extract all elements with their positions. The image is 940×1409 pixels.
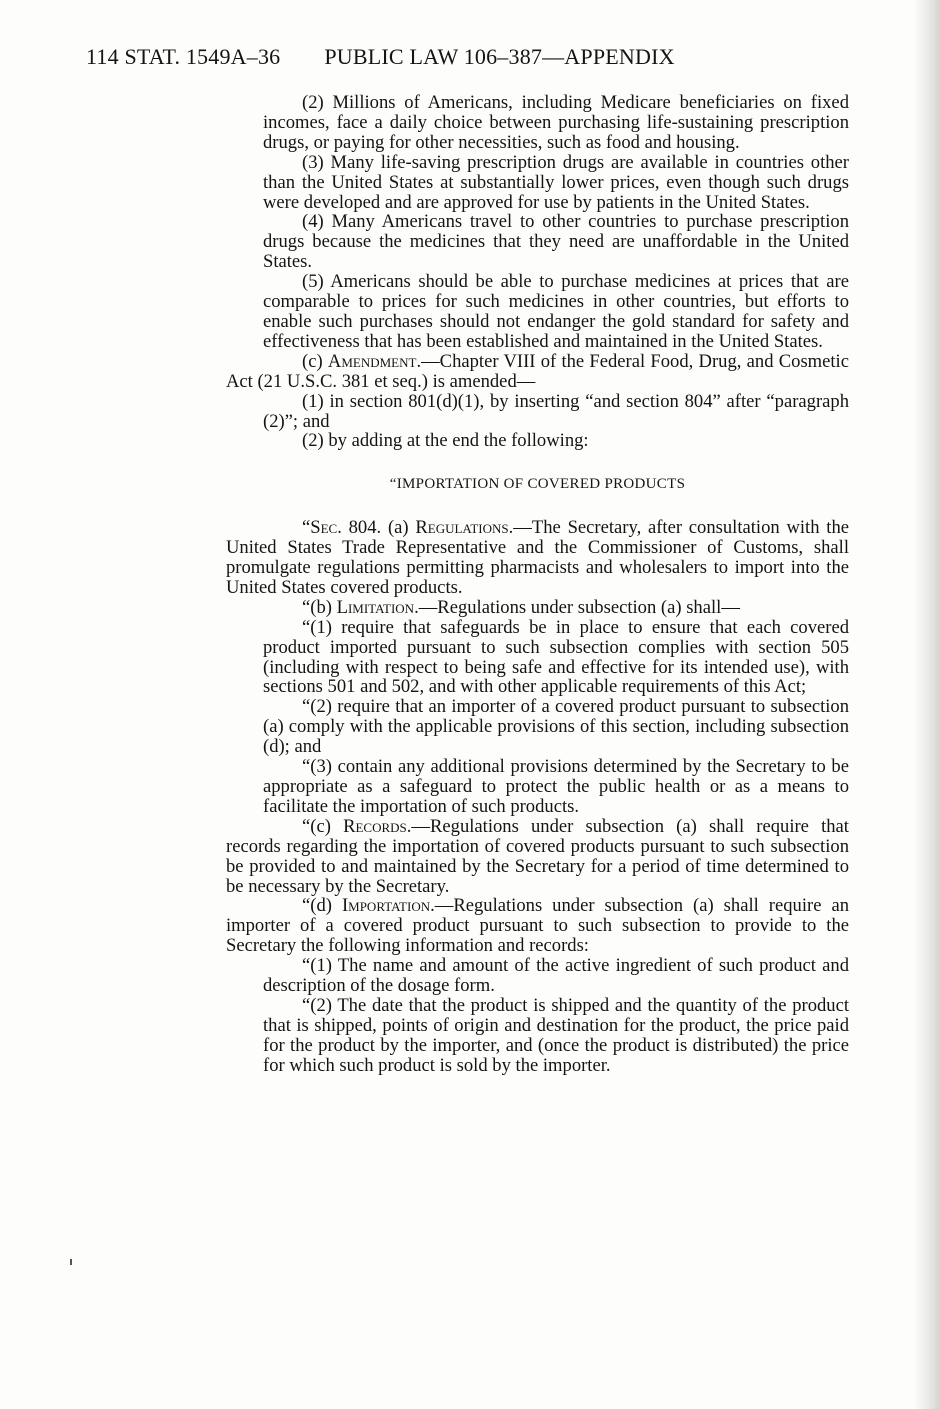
subsection-c: “(c) Records.—Regulations under subsection (a) shall require that records regarding the importation of covered products pursuant to such subsection be provided to and maintained by the Secretary for a period of time determined to be necessary by the Secretary. <box>226 815 849 897</box>
amendment-item: (2) by adding at the end the following: <box>302 430 589 452</box>
subsection-c-heading: Records <box>343 815 407 837</box>
scan-edge-shadow <box>914 0 940 1409</box>
subsection-d-item: “(2) The date that the product is shipped and the quantity of the product that is shipped, points of origin and destination for the product, the price paid for the product by the importer, and (once the product is distributed) the price for which such product is sold by the importer. <box>263 994 849 1076</box>
subsection-a: “Sec. 804. (a) Regulations.—The Secretary, after consultation with the United States Trade Representative and the Commissioner of Customs, shall promulgate regulations permitting pharmacists and wholesalers to import into the United States covered products. <box>226 517 850 598</box>
finding-paragraph: (3) Many life-saving prescription drugs are available in countries other than the United States at substantially lower prices, even though such drugs were developed and are approved for use by patients in the United States. <box>263 151 849 213</box>
stat-page-number: 114 STAT. 1549A–36 <box>86 44 281 69</box>
subsection-b-item: “(2) require that an importer of a covered product pursuant to subsection (a) comply with the applicable provisions of this section, including subsection (d); and <box>263 696 849 758</box>
scan-mark <box>70 1259 72 1265</box>
page-header <box>86 44 675 70</box>
subsection-b: “(b) Limitation.—Regulations under subsection (a) shall— <box>302 596 740 618</box>
finding-paragraph: (2) Millions of Americans, including Medicare beneficiaries on fixed incomes, face a daily choice between purchasing life-sustaining prescription drugs, or paying for other necessities, such as food and housing. <box>263 92 849 153</box>
amendment-label: (c) <box>302 350 328 372</box>
body-text <box>226 93 849 1076</box>
amendment-paragraph <box>226 352 849 392</box>
amendment-item: (1) in section 801(d)(1), by inserting “and section 804” after “paragraph (2)”; and <box>263 390 849 432</box>
amendment-text: .—Chapter VIII of the Federal Food, Drug, and Cosmetic Act (21 U.S.C. 381 et seq.) is amended— <box>226 350 849 392</box>
sec-label: Sec <box>310 517 338 539</box>
section-heading: “IMPORTATION OF COVERED PRODUCTS <box>389 476 686 493</box>
subsection-d: “(d) Importation.—Regulations under subsection (a) shall require an importer of a covered product pursuant to such subsection to provide to the Secretary the following information and records: <box>226 895 849 957</box>
law-title: PUBLIC LAW 106–387—APPENDIX <box>324 44 675 69</box>
subsection-b-item: “(3) contain any additional provisions determined by the Secretary to be appropriate as a safeguard to protect the public health or as a means to facilitate the importation of such products. <box>263 756 849 817</box>
subsection-b-item: “(1) require that safeguards be in place to ensure that each covered product imported pursuant to such subsection complies with section 505 (including with respect to being safe and effective for its intended use), with sections 501 and 502, and with other applicable requirements of this Act; <box>263 616 849 698</box>
subsection-b-heading: Limitation <box>336 596 415 618</box>
subsection-a-heading: Regulations <box>415 517 509 539</box>
finding-paragraph: (4) Many Americans travel to other countries to purchase prescription drugs because the medicines that they need are unaffordable in the United States. <box>263 211 849 273</box>
finding-paragraph: (5) Americans should be able to purchase medicines at prices that are comparable to prices for such medicines in other countries, but efforts to enable such purchases should not endanger the gold standard for safety and effectiveness that has been established and maintained in the United States. <box>263 271 849 352</box>
amendment-heading: Amendment <box>327 350 417 372</box>
subsection-d-heading: Importation <box>341 895 431 917</box>
subsection-d-item: “(1) The name and amount of the active ingredient of such product and description of the dosage form. <box>263 955 849 997</box>
